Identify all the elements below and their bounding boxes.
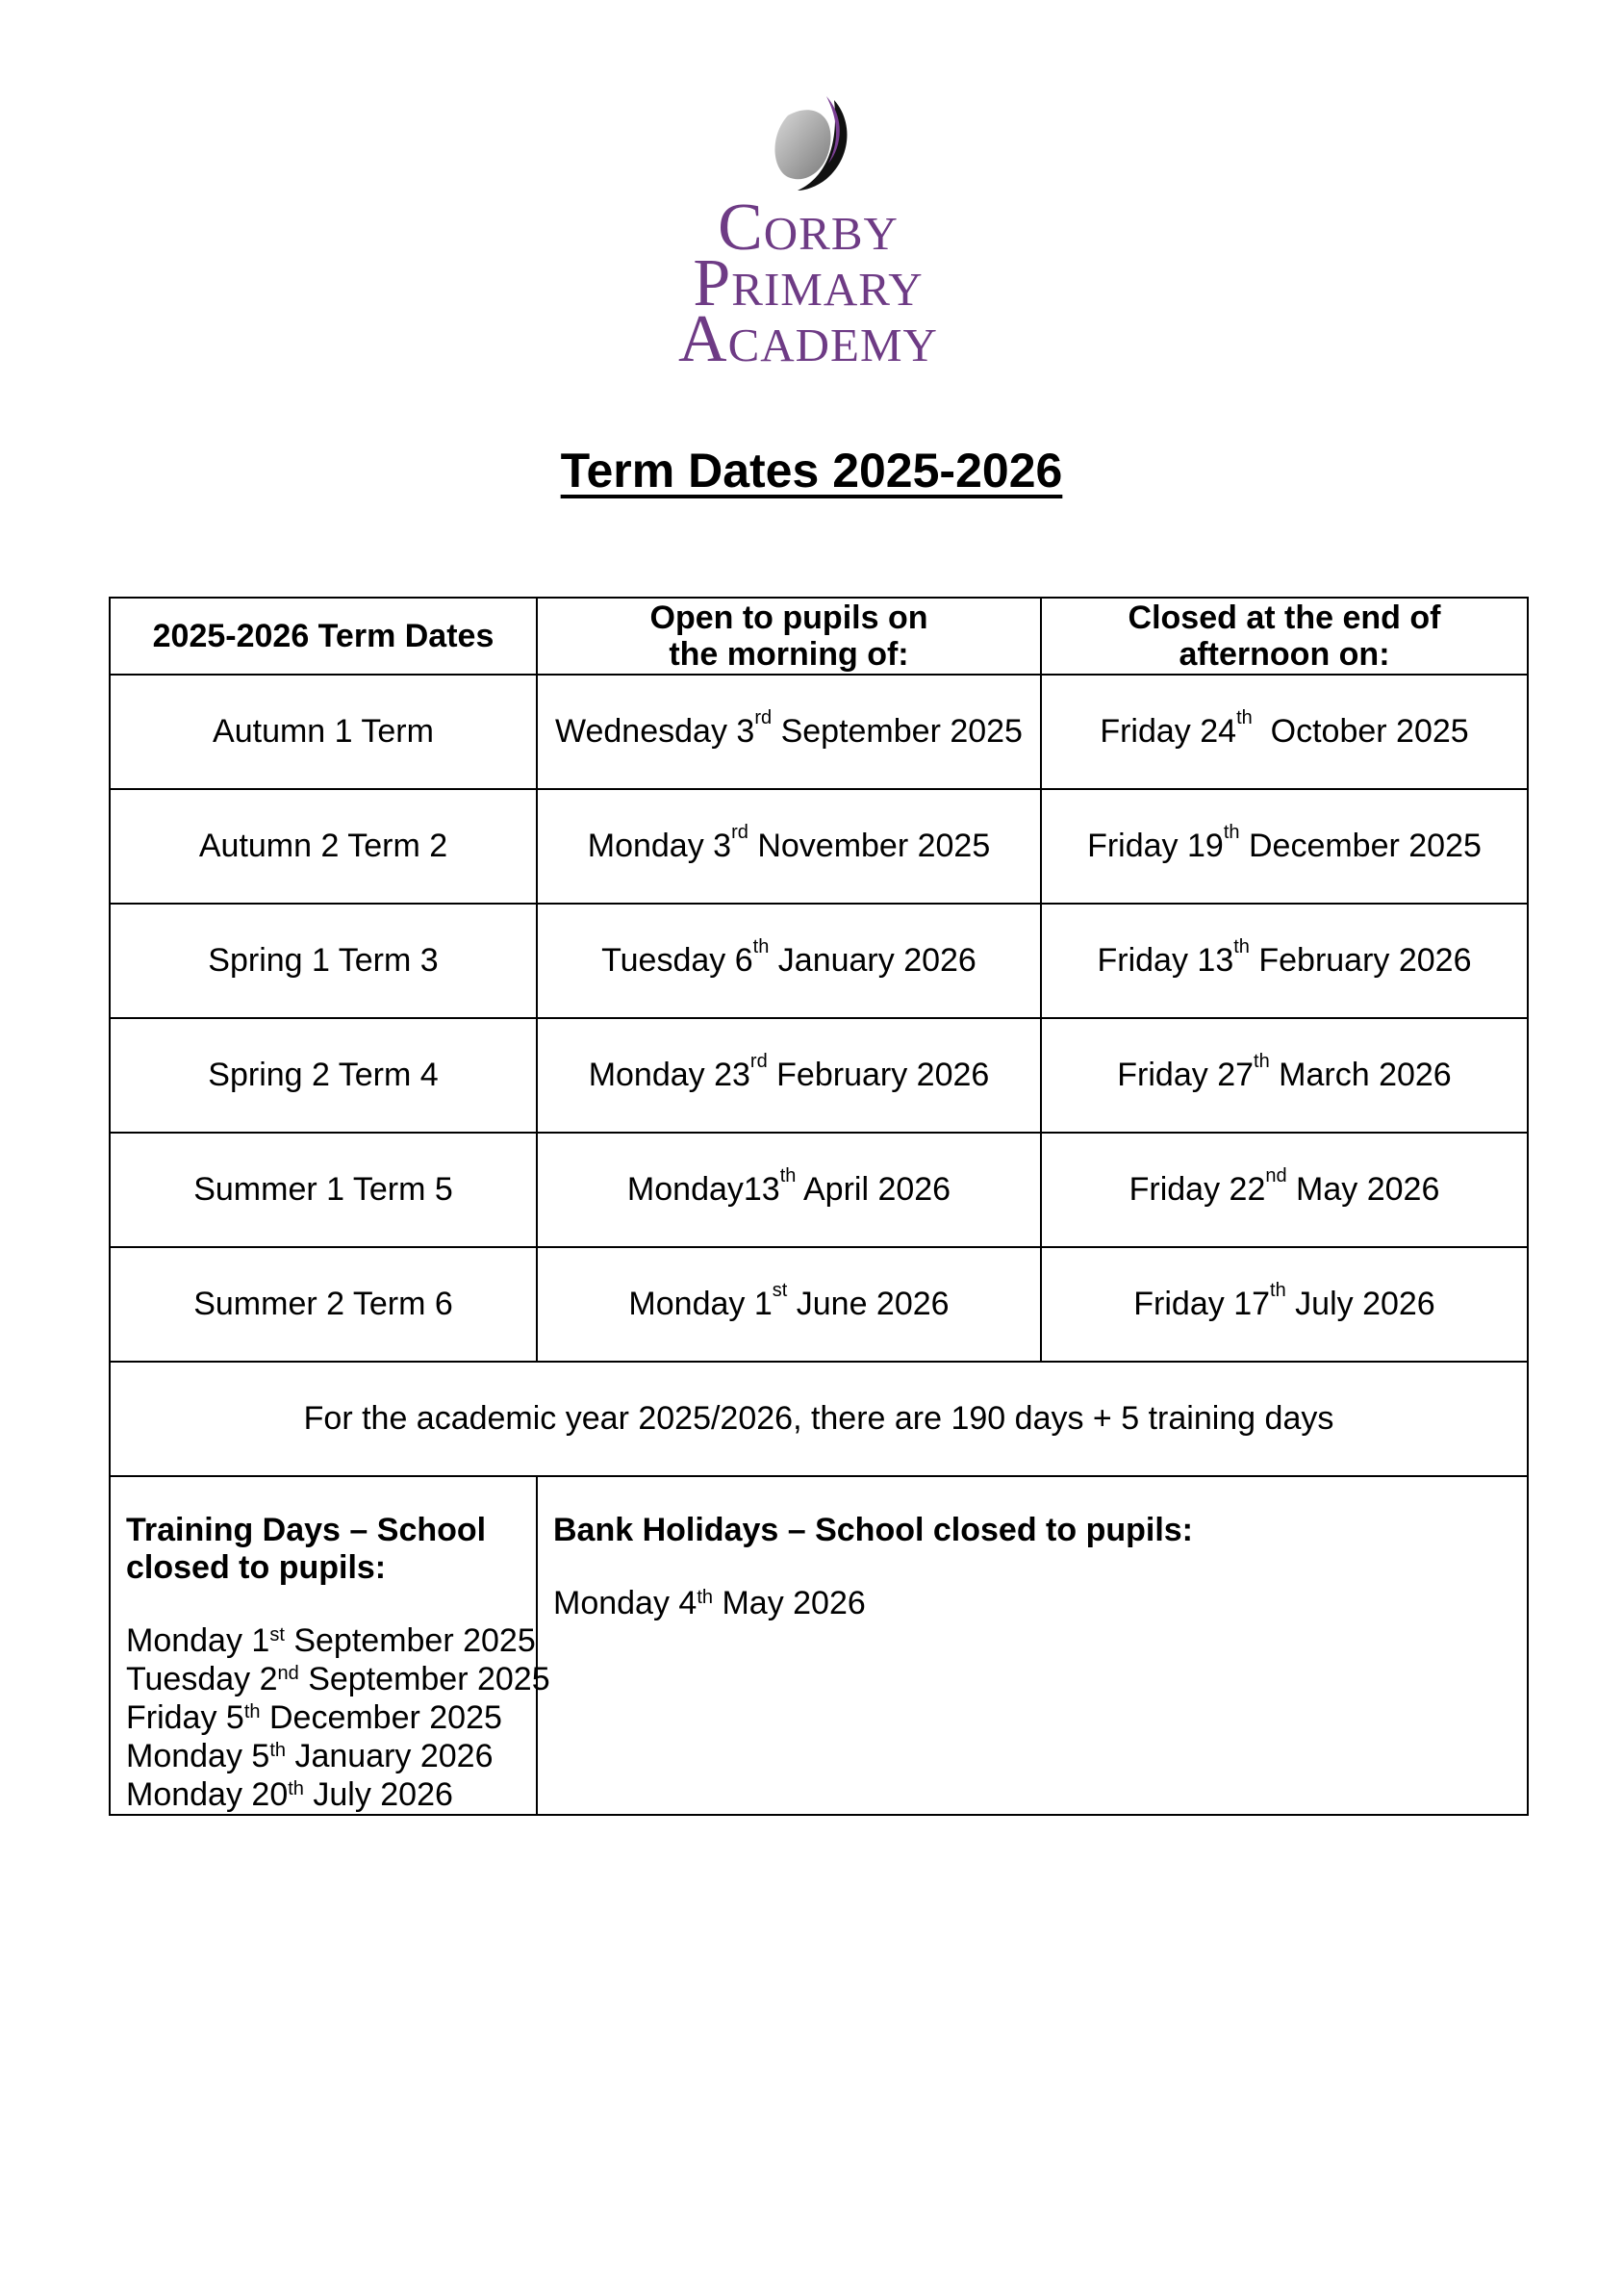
table-header-row (110, 598, 1528, 675)
training-day-date-rest: September 2025 (284, 1622, 536, 1659)
open-date-day: Monday (628, 1286, 754, 1322)
close-date-cell (1041, 675, 1528, 789)
close-date-cell (1041, 1018, 1528, 1133)
open-date-num: 1 (753, 1286, 773, 1322)
table-row (110, 675, 1528, 789)
bank-holiday-date (553, 1585, 866, 1621)
training-day-date-num: 1 (251, 1622, 270, 1659)
training-day-date (126, 1622, 536, 1659)
open-date-num: 3 (713, 828, 732, 864)
close-date-day: Friday (1128, 1171, 1230, 1208)
list-item (126, 1698, 520, 1737)
training-day-date-day: Monday (126, 1738, 252, 1774)
close-date-cell (1041, 789, 1528, 904)
open-date-rest: February 2026 (767, 1057, 990, 1093)
close-date-num: 19 (1187, 828, 1224, 864)
training-day-date-rest: July 2026 (303, 1776, 453, 1813)
open-date (587, 822, 991, 864)
open-date-suffix: th (779, 1165, 797, 1186)
training-days-box (110, 1476, 550, 1815)
training-day-date-num: 20 (251, 1776, 289, 1813)
open-date-num: 6 (734, 942, 753, 979)
close-date-day: Friday (1087, 828, 1188, 864)
open-date-suffix: rd (731, 822, 748, 843)
summary-row (110, 1362, 1528, 1476)
close-date (1133, 1280, 1435, 1322)
term-name: Spring 2 Term 4 (110, 1018, 537, 1133)
training-day-date-num: 5 (225, 1699, 244, 1736)
header-open-label: Open to pupils on the morning of: (649, 600, 928, 673)
list-item (553, 1584, 1511, 1622)
open-date-num: 23 (714, 1057, 750, 1093)
bank-holiday-date-rest: May 2026 (713, 1585, 866, 1621)
table-row (110, 1133, 1528, 1247)
training-day-date-rest: December 2025 (260, 1699, 502, 1736)
open-date-cell (537, 1247, 1041, 1362)
training-day-date (126, 1661, 550, 1697)
training-day-date-day: Friday (126, 1699, 226, 1736)
close-date-rest: October 2025 (1252, 713, 1469, 750)
close-date (1117, 1051, 1452, 1093)
open-date-cell (537, 1018, 1041, 1133)
training-day-title: Training Days – School closed to pupils: (126, 1512, 487, 1586)
term-name: Summer 1 Term 5 (110, 1133, 537, 1247)
term-name: Summer 2 Term 6 (110, 1247, 537, 1362)
logo-emblem-icon (759, 94, 865, 200)
training-day-date-rest: January 2026 (286, 1738, 494, 1774)
close-date-num: 24 (1200, 713, 1237, 750)
bank-holiday-title: Bank Holidays – School closed to pupils: (553, 1512, 1194, 1548)
training-day-date (126, 1738, 494, 1774)
close-date-day: Friday (1100, 713, 1201, 750)
bank-holiday-date-num: 4 (678, 1585, 697, 1621)
close-date-cell (1041, 1133, 1528, 1247)
logo-line-3: Academy (678, 302, 938, 376)
training-day-date-num: 2 (259, 1661, 278, 1697)
open-date-rest: November 2025 (748, 828, 991, 864)
term-rows (110, 675, 1528, 1362)
open-date-num: 3 (736, 713, 755, 750)
bank-holidays-box (537, 1476, 1528, 1815)
list-item (126, 1737, 520, 1775)
open-date-rest: June 2026 (787, 1286, 950, 1322)
close-date-num: 17 (1233, 1286, 1271, 1322)
training-day-date-suffix: nd (277, 1663, 299, 1684)
close-date-suffix: th (1233, 936, 1250, 957)
close-date (1087, 822, 1482, 864)
closures-row (110, 1476, 1528, 1815)
header-close-label: Closed at the end of afternoon on: (1128, 600, 1441, 673)
close-date-day: Friday (1133, 1286, 1234, 1322)
close-date-num: 27 (1217, 1057, 1255, 1093)
open-date-cell (537, 904, 1041, 1018)
close-date-rest: December 2025 (1239, 828, 1482, 864)
open-date (555, 707, 1023, 750)
close-date-suffix: nd (1265, 1165, 1287, 1186)
open-date-suffix: rd (754, 707, 773, 728)
open-date-day: Monday (588, 1057, 715, 1093)
open-date-suffix: th (752, 936, 770, 957)
logo-wordmark (616, 191, 1001, 376)
header-term: 2025-2026 Term Dates (110, 598, 537, 675)
close-date (1100, 707, 1469, 750)
open-date-suffix: rd (749, 1051, 768, 1072)
training-day-date-day: Tuesday (126, 1661, 260, 1697)
summary-text: For the academic year 2025/2026, there are 190 days + 5 training days (110, 1362, 1528, 1476)
close-date-cell (1041, 1247, 1528, 1362)
term-name: Autumn 1 Term (110, 675, 537, 789)
open-date (601, 936, 976, 979)
close-date-day: Friday (1117, 1057, 1218, 1093)
open-date-rest: April 2026 (796, 1171, 951, 1208)
term-name: Spring 1 Term 3 (110, 904, 537, 1018)
open-date (588, 1051, 990, 1093)
close-date-rest: February 2026 (1249, 942, 1472, 979)
training-day-date-day: Monday (126, 1622, 252, 1659)
close-date-suffix: th (1236, 707, 1253, 728)
close-date-day: Friday (1097, 942, 1198, 979)
list-item (126, 1621, 536, 1660)
close-date-suffix: th (1223, 822, 1240, 843)
page-title-wrap (0, 443, 1623, 498)
open-date-rest: January 2026 (769, 942, 976, 979)
table-row (110, 1018, 1528, 1133)
header-close (1041, 598, 1528, 675)
training-day-date-num: 5 (251, 1738, 270, 1774)
term-name: Autumn 2 Term 2 (110, 789, 537, 904)
page-title: Term Dates 2025-2026 (560, 444, 1063, 497)
training-day-date-suffix: th (243, 1701, 261, 1722)
table-row (110, 789, 1528, 904)
open-date-cell (537, 1133, 1041, 1247)
logo-line-1: Corby (718, 191, 899, 265)
close-date-suffix: th (1270, 1280, 1286, 1301)
open-date (628, 1280, 950, 1322)
list-item (126, 1660, 550, 1698)
training-day-date (126, 1776, 453, 1813)
open-date-suffix: st (772, 1280, 788, 1301)
list-item (126, 1775, 520, 1814)
school-logo (616, 85, 1001, 383)
close-date-rest: March 2026 (1269, 1057, 1452, 1093)
close-date (1097, 936, 1472, 979)
open-date-cell (537, 675, 1041, 789)
open-date-day: Monday (626, 1171, 744, 1208)
logo-line-2: Primary (693, 246, 924, 320)
close-date-suffix: th (1254, 1051, 1270, 1072)
table-row (110, 904, 1528, 1018)
table-row (110, 1247, 1528, 1362)
training-day-date (126, 1699, 502, 1736)
close-date-rest: July 2026 (1285, 1286, 1435, 1322)
training-day-date-suffix: th (288, 1778, 304, 1799)
open-date (626, 1165, 951, 1208)
close-date-num: 22 (1229, 1171, 1266, 1208)
close-date (1128, 1165, 1440, 1208)
close-date-num: 13 (1197, 942, 1234, 979)
bank-holiday-date-suffix: th (697, 1587, 714, 1608)
header-open (537, 598, 1041, 675)
close-date-cell (1041, 904, 1528, 1018)
training-day-date-day: Monday (126, 1776, 252, 1813)
open-date-day: Wednesday (555, 713, 737, 750)
close-date-rest: May 2026 (1286, 1171, 1440, 1208)
open-date-cell (537, 789, 1041, 904)
open-date-day: Tuesday (601, 942, 735, 979)
training-day-date-rest: September 2025 (298, 1661, 550, 1697)
open-date-num: 13 (743, 1171, 780, 1208)
open-date-day: Monday (587, 828, 714, 864)
training-day-date-suffix: th (269, 1740, 287, 1761)
open-date-rest: September 2025 (772, 713, 1023, 750)
bank-holiday-date-day: Monday (553, 1585, 679, 1621)
training-day-date-suffix: st (269, 1624, 285, 1645)
term-dates-table (109, 597, 1529, 1816)
